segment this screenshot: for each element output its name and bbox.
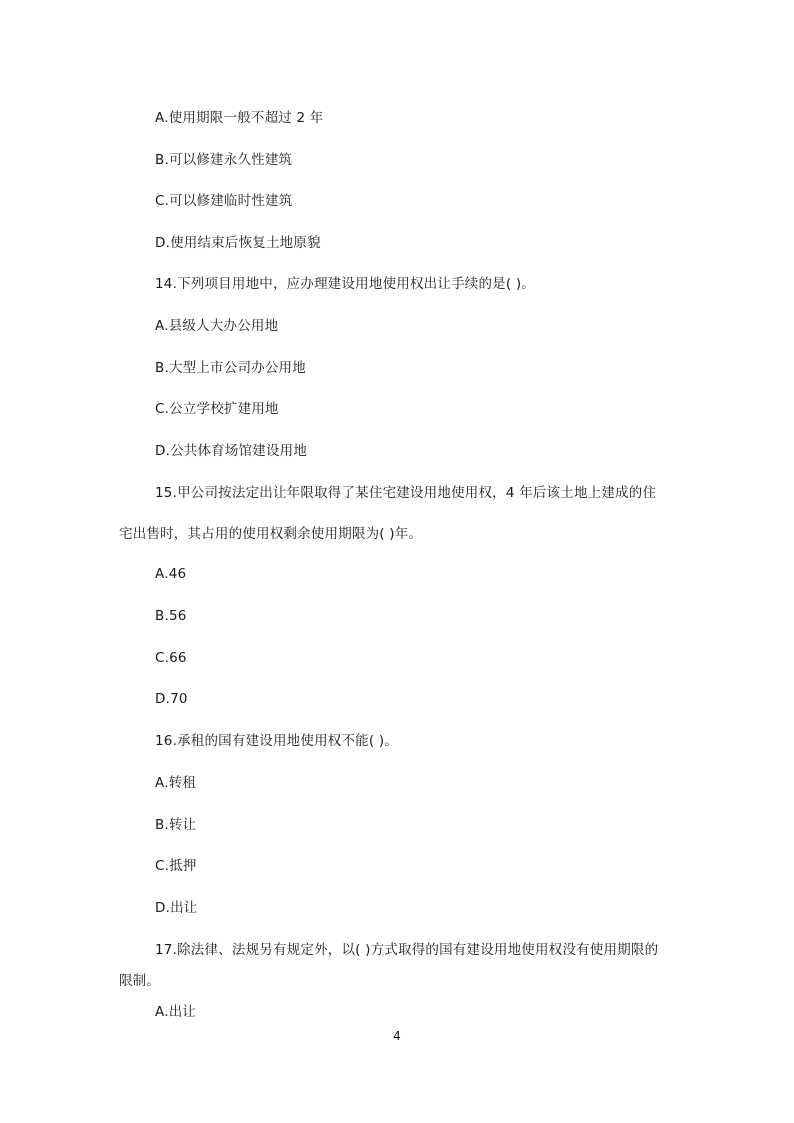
q17-option-a: A.出让 [155, 1004, 197, 1020]
q15-option-c: C.66 [155, 650, 187, 666]
q16-option-c: C.抵押 [155, 858, 197, 874]
q15-question-line1: 15.甲公司按法定出让年限取得了某住宅建设用地使用权，4 年后该土地上建成的住 [155, 485, 657, 501]
q15-question-line2: 宅出售时，其占用的使用权剩余使用期限为( )年。 [119, 526, 423, 542]
q14-option-b: B.大型上市公司办公用地 [155, 360, 306, 376]
q14-question: 14.下列项目用地中，应办理建设用地使用权出让手续的是( )。 [155, 276, 535, 292]
q15-option-d: D.70 [155, 691, 188, 707]
q16-option-d: D.出让 [155, 900, 198, 916]
q16-option-a: A.转租 [155, 775, 197, 791]
q15-option-a: A.46 [155, 566, 187, 582]
q13-option-d: D.使用结束后恢复土地原貌 [155, 235, 321, 251]
page-number: 4 [393, 1029, 401, 1043]
q17-question-line1: 17.除法律、法规另有规定外，以( )方式取得的国有建设用地使用权没有使用期限的 [155, 942, 659, 958]
q13-option-a: A.使用期限一般不超过 2 年 [155, 110, 324, 126]
q17-question-line2: 限制。 [119, 973, 161, 989]
q13-option-b: B.可以修建永久性建筑 [155, 152, 293, 168]
q13-option-c: C.可以修建临时性建筑 [155, 193, 293, 209]
q15-option-b: B.56 [155, 608, 187, 624]
q14-option-c: C.公立学校扩建用地 [155, 401, 279, 417]
q14-option-d: D.公共体育场馆建设用地 [155, 443, 308, 459]
q16-question: 16.承租的国有建设用地使用权不能( )。 [155, 733, 398, 749]
q14-option-a: A.县级人大办公用地 [155, 318, 279, 334]
q16-option-b: B.转让 [155, 817, 197, 833]
